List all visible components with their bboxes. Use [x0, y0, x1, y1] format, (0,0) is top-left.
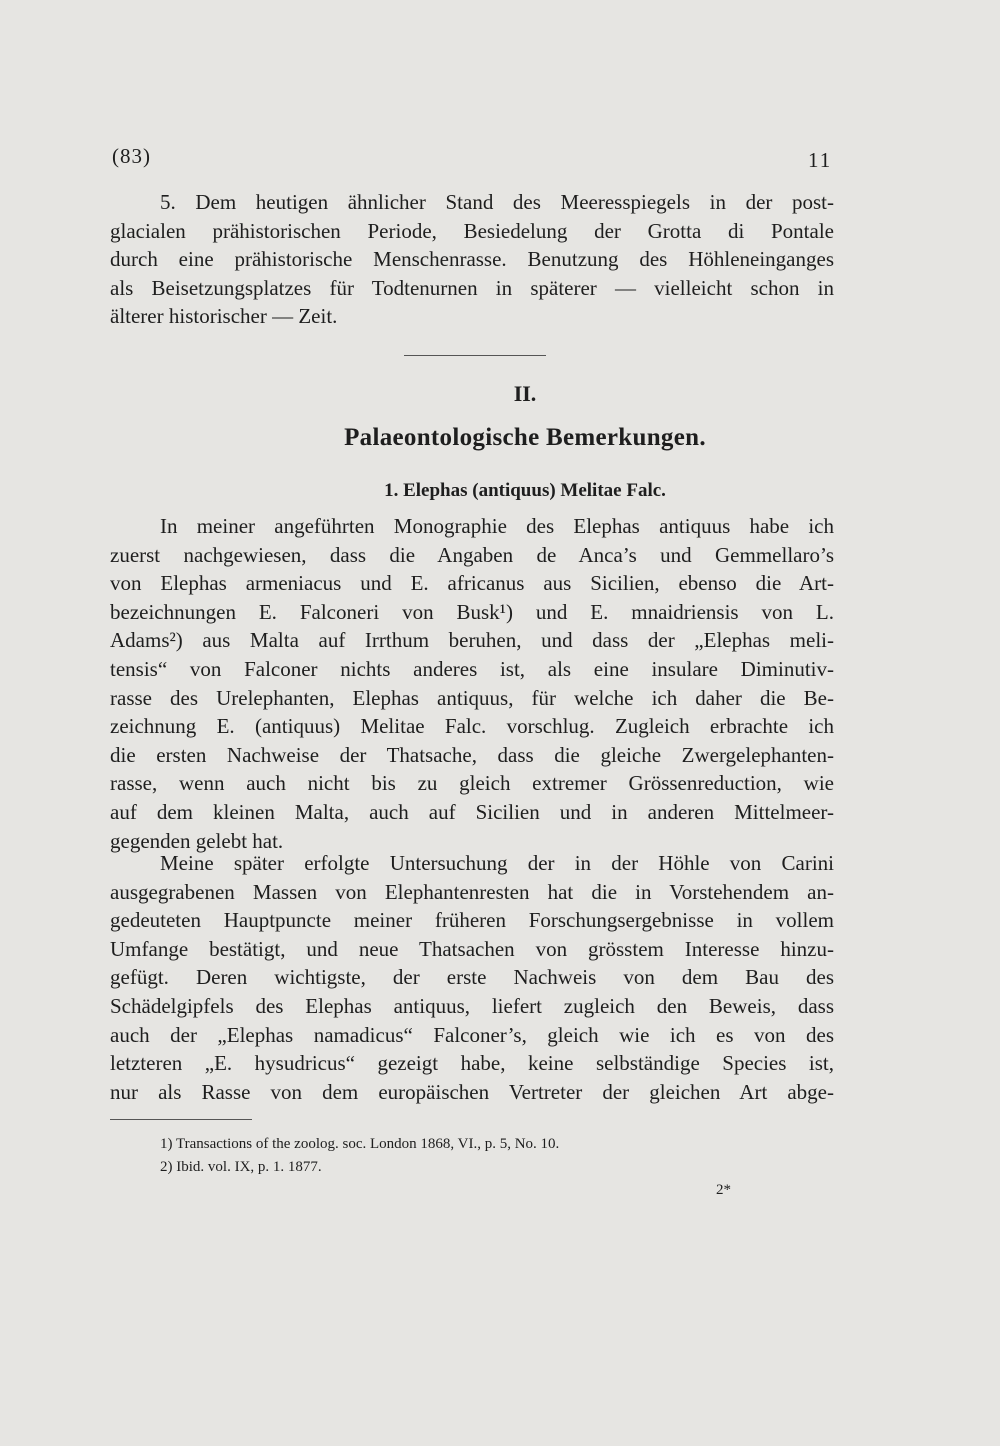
- text-line: als Beisetzungsplatzes für Todtenurnen in späterer — vielleicht schon in: [110, 275, 834, 300]
- text-line: auf dem kleinen Malta, auch auf Sicilien und in anderen Mittelmeer-: [110, 799, 834, 824]
- footnote-divider: [110, 1119, 252, 1120]
- text-line: zeichnung E. (antiquus) Melitae Falc. vorschlug. Zugleich erbrachte ich: [110, 714, 834, 739]
- text-line: Meine später erfolgte Untersuchung der in der Höhle von Carini: [160, 851, 834, 875]
- text-line: gedeuteten Hauptpuncte meiner früheren Forschungsergebnisse in vollem: [110, 908, 834, 933]
- text-line: Schädelgipfels des Elephas antiquus, liefert zugleich den Beweis, dass: [110, 993, 834, 1018]
- text-line: zuerst nachgewiesen, dass die Angaben de Anca’s und Gemmellaro’s: [110, 542, 834, 567]
- text-line: letzteren „E. hysudricus“ gezeigt habe, keine selbständige Species ist,: [110, 1051, 834, 1076]
- text-line: glacialen prähistorischen Periode, Besiedelung der Grotta di Pontale: [110, 218, 834, 243]
- section-divider: [404, 355, 546, 356]
- text-line: Umfange bestätigt, und neue Thatsachen von grösstem Interesse hinzu-: [110, 936, 834, 961]
- section-number: II.: [513, 381, 537, 406]
- text-line: ausgegrabenen Massen von Elephantenresten hat die in Vorstehendem an-: [110, 879, 834, 904]
- paragraph-carini: [110, 849, 834, 1106]
- text-line: Adams²) aus Malta auf Irrthum beruhen, und dass der „Elephas meli-: [110, 628, 834, 653]
- text-line: die ersten Nachweise der Thatsache, dass die gleiche Zwergelephanten-: [110, 742, 834, 767]
- page-number-right: 11: [808, 148, 833, 172]
- text-line: gegenden gelebt hat.: [110, 828, 284, 853]
- text-line: rasse des Urelephanten, Elephas antiquus, für welche ich daher die Be-: [110, 685, 834, 710]
- paragraph-point-5: [110, 188, 834, 331]
- signature-mark: 2*: [716, 1182, 731, 1198]
- subsection-title: 1. Elephas (antiquus) Melitae Falc.: [384, 480, 666, 501]
- footnotes: [160, 1133, 559, 1179]
- text-line: gefügt. Deren wichtigste, der erste Nachweis von dem Bau des: [110, 965, 834, 990]
- text-line: bezeichnungen E. Falconeri von Busk¹) und E. mnaidriensis von L.: [110, 599, 834, 624]
- footnote-2: 2) Ibid. vol. IX, p. 1. 1877.: [160, 1159, 322, 1175]
- text-line: von Elephas armeniacus und E. africanus aus Sicilien, ebenso die Art-: [110, 571, 834, 596]
- text-line: rasse, wenn auch nicht bis zu gleich extremer Grössenreduction, wie: [110, 771, 834, 796]
- text-line: älterer historischer — Zeit.: [110, 304, 338, 329]
- text-line: tensis“ von Falconer nichts anderes ist, als eine insulare Diminutiv-: [110, 656, 834, 681]
- paragraph-monographie: [110, 512, 834, 855]
- text-line: In meiner angeführten Monographie des Elephas antiquus habe ich: [160, 514, 834, 538]
- footnote-1: 1) Transactions of the zoolog. soc. London 1868, VI., p. 5, No. 10.: [160, 1136, 560, 1152]
- page-number-left: (83): [112, 144, 151, 168]
- text-line: nur als Rasse von dem europäischen Vertreter der gleichen Art abge-: [110, 1079, 834, 1104]
- text-line: 5. Dem heutigen ähnlicher Stand des Meeresspiegels in der post-: [160, 190, 834, 214]
- section-title: Palaeontologische Bemerkungen.: [344, 424, 706, 451]
- text-line: auch der „Elephas namadicus“ Falconer’s, gleich wie ich es von des: [110, 1022, 834, 1047]
- text-line: durch eine prähistorische Menschenrasse. Benutzung des Höhleneinganges: [110, 247, 834, 272]
